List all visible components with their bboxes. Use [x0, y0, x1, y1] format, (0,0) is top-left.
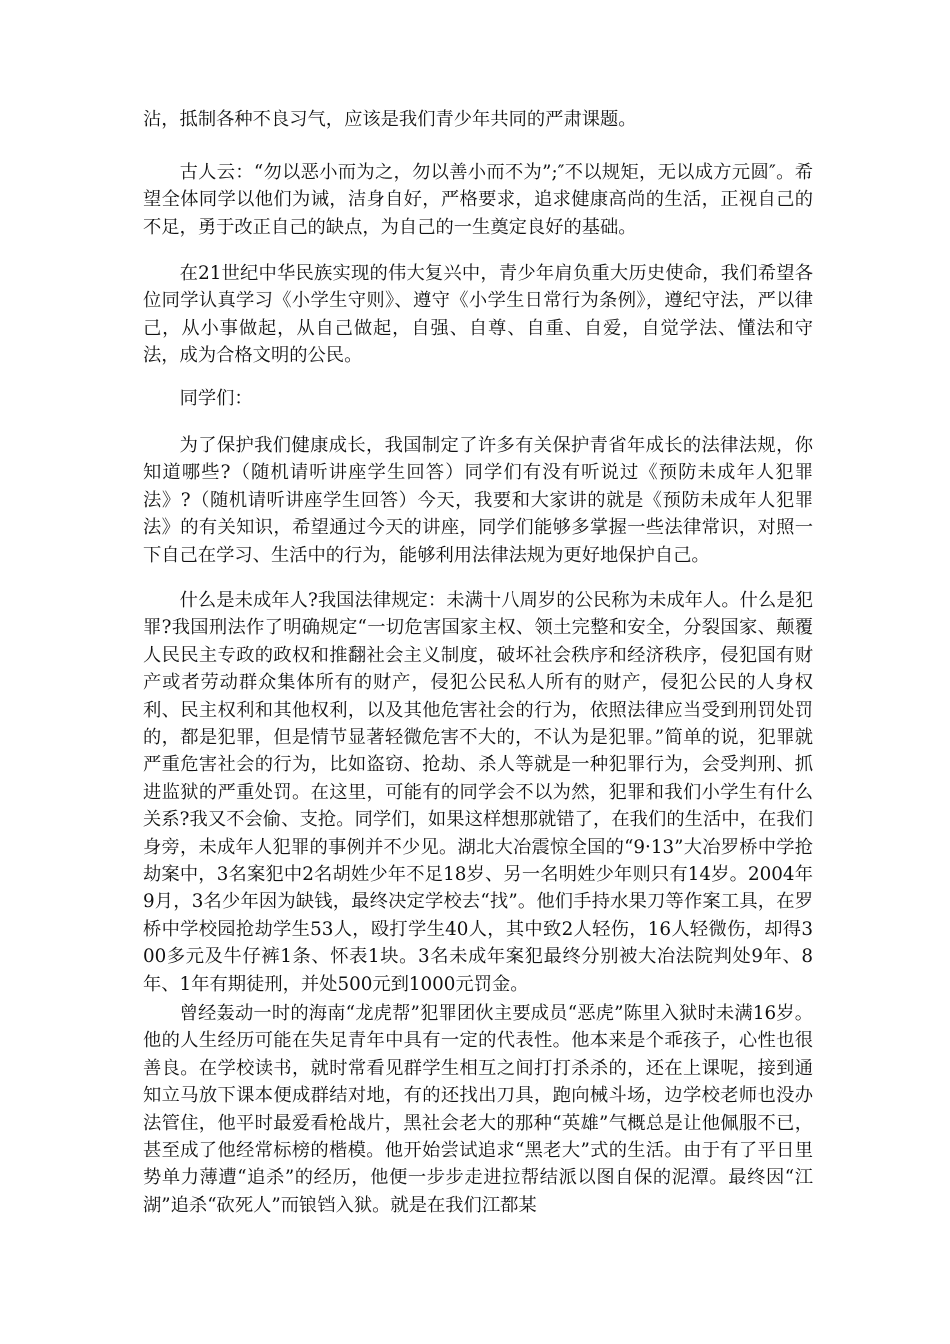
paragraph-mission: 在21世纪中华民族实现的伟大复兴中，青少年肩负重大历史使命，我们希望各位同学认真学习《小学生守则》、遵守《小学生日常行为条例》，遵纪守法，严以律己，从小事做起，从自己做起，自强、自尊、自重、自爱，自觉学法、懂法和守法，成为合格文明的公民。 — [143, 263, 813, 367]
paragraph-ancient-saying: 古人云：“勿以恶小而为之，勿以善小而不为”;″不以规矩，无以成方元圆″。希望全体同学以他们为诫，洁身自好，严格要求，追求健康高尚的生活，正视自己的不足，勇于改正自己的缺点，为自己的一生奠定良好的基础。 — [143, 162, 813, 238]
paragraph-continuation: 沾，抵制各种不良习气，应该是我们青少年共同的严肃课题。 — [143, 109, 637, 130]
paragraph-definition: 什么是未成年人?我国法律规定：未满十八周岁的公民称为未成年人。什么是犯罪?我国刑法作了明确规定“一切危害国家主权、领土完整和安全，分裂国家、颠覆人民民主专政的政权和推翻社会主义制度，破坏社会秩序和经济秩序，侵犯国有财产或者劳动群众集体所有的财产，侵犯公民私人所有的财产，侵犯公民的人身权利、民主权利和其他权利，以及其他危害社会的行为，依照法律应当受到刑罚处罚的，都是犯罪，但是情节显著轻微危害不大的，不认为是犯罪。”简单的说，犯罪就严重危害社会的行为，比如盗窃、抢劫、杀人等就是一种犯罪行为，会受判刑、抓进监狱的严重处罚。在这里，可能有的同学会不以为然，犯罪和我们小学生有什么关系?我又不会偷、支抢。同学们，如果这样想那就错了，在我们的生活中，在我们身旁，未成年人犯罪的事例并不少见。湖北大冶震惊全国的“9·13”大冶罗桥中学抢劫案中，3名案犯中2名胡姓少年不足18岁、另一名明姓少年则只有14岁。2004年9月，3名少年因为缺钱，最终决定学校去“找”。他们手持水果刀等作案工具，在罗桥中学校园抢劫学生53人，殴打学生40人，其中致2人轻伤，16人轻微伤，却得300多元及牛仔裤1条、怀表1块。3名未成年案犯最终分别被大冶法院判处9年、8年、1年有期徒刑，并处500元到1000元罚金。 — [143, 590, 813, 995]
paragraph-greeting: 同学们： — [179, 388, 253, 409]
paragraph-case-study: 曾经轰动一时的海南“龙虎帮”犯罪团伙主要成员“恶虎”陈里入狱时未满16岁。他的人生经历可能在失足青年中具有一定的代表性。他本来是个乖孩子，心性也很善良。在学校读书，就时常看见群学生相互之间打打杀杀的，还在上课呢，接到通知立马放下课本便成群结对地，有的还找出刀具，跑向械斗场，边学校老师也没办法管住，他平时最爱看枪战片，黑社会老大的那种“英雄”气概总是让他佩服不已，甚至成了他经常标榜的楷模。他开始尝试追求“黑老大”式的生活。由于有了平日里势单力薄遭“追杀”的经历，他便一步步走进拉帮结派以图自保的泥潭。最终因“江湖”追杀“砍死人”而锒铛入狱。就是在我们江都某 — [143, 1003, 813, 1216]
paragraph-law-intro: 为了保护我们健康成长，我国制定了许多有关保护青省年成长的法律法规，你知道哪些?（随机请听讲座学生回答）同学们有没有听说过《预防未成年人犯罪法》?（随机请听讲座学生回答）今天，我要和大家讲的就是《预防未成年人犯罪法》的有关知识，希望通过今天的讲座，同学们能够多掌握一些法律常识，对照一下自己在学习、生活中的行为，能够利用法律法规为更好地保护自己。 — [143, 435, 813, 566]
